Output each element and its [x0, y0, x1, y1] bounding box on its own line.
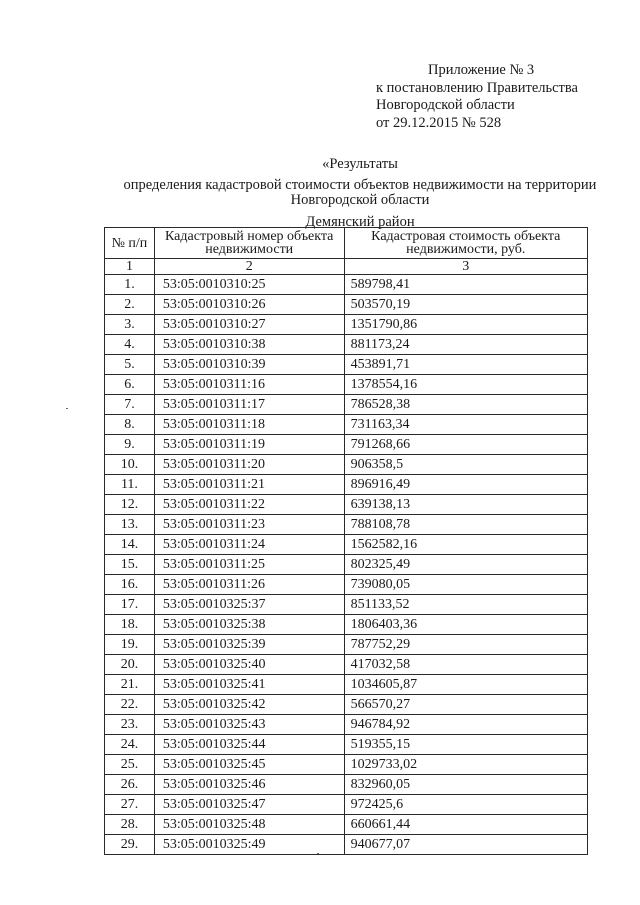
cadastral-number: 53:05:0010325:41	[154, 675, 344, 695]
cadastral-value: 1351790,86	[344, 315, 587, 335]
cadastral-value: 832960,05	[344, 775, 587, 795]
column-index: 3	[344, 259, 587, 275]
table-row	[105, 335, 588, 355]
document-title-block	[100, 157, 620, 230]
cadastral-value: 940677,07	[344, 835, 587, 855]
row-number: 16.	[105, 575, 155, 595]
table-row	[105, 835, 588, 855]
table-row	[105, 535, 588, 555]
cadastral-number: 53:05:0010325:44	[154, 735, 344, 755]
appendix-title: Приложение № 3	[428, 62, 535, 78]
table-row	[105, 435, 588, 455]
row-number: 25.	[105, 755, 155, 775]
table-row	[105, 455, 588, 475]
cadastral-number: 53:05:0010325:45	[154, 755, 344, 775]
row-number: 15.	[105, 555, 155, 575]
row-number: 17.	[105, 595, 155, 615]
row-number: 6.	[105, 375, 155, 395]
row-number: 9.	[105, 435, 155, 455]
cadastral-value: 1378554,16	[344, 375, 587, 395]
cadastral-number: 53:05:0010325:39	[154, 635, 344, 655]
cadastral-value: 788108,78	[344, 515, 587, 535]
table-row	[105, 795, 588, 815]
cadastral-value: 896916,49	[344, 475, 587, 495]
cadastral-number: 53:05:0010325:38	[154, 615, 344, 635]
row-number: 23.	[105, 715, 155, 735]
cadastral-number: 53:05:0010311:19	[154, 435, 344, 455]
cadastral-number: 53:05:0010325:48	[154, 815, 344, 835]
table-row	[105, 355, 588, 375]
cadastral-number: 53:05:0010310:25	[154, 275, 344, 295]
row-number: 21.	[105, 675, 155, 695]
cadastral-number: 53:05:0010311:18	[154, 415, 344, 435]
cadastral-value: 786528,38	[344, 395, 587, 415]
table-row	[105, 375, 588, 395]
cadastral-value: 589798,41	[344, 275, 587, 295]
cadastral-value: 972425,6	[344, 795, 587, 815]
cadastral-value: 639138,13	[344, 495, 587, 515]
row-number: 7.	[105, 395, 155, 415]
cadastral-number: 53:05:0010311:26	[154, 575, 344, 595]
cadastral-number: 53:05:0010310:39	[154, 355, 344, 375]
row-number: 22.	[105, 695, 155, 715]
row-number: 28.	[105, 815, 155, 835]
document-title: «Результаты	[322, 156, 398, 172]
column-index: 2	[154, 259, 344, 275]
row-number: 5.	[105, 355, 155, 375]
cadastral-value: 787752,29	[344, 635, 587, 655]
table-row	[105, 275, 588, 295]
row-number: 2.	[105, 295, 155, 315]
table-row	[105, 635, 588, 655]
cadastral-value: 1806403,36	[344, 615, 587, 635]
cadastral-number: 53:05:0010325:37	[154, 595, 344, 615]
table-row	[105, 415, 588, 435]
cadastral-number: 53:05:0010325:43	[154, 715, 344, 735]
table-row	[105, 495, 588, 515]
row-number: 20.	[105, 655, 155, 675]
cadastral-number: 53:05:0010311:21	[154, 475, 344, 495]
cadastral-value: 453891,71	[344, 355, 587, 375]
cadastral-number: 53:05:0010325:47	[154, 795, 344, 815]
column-index-row	[105, 259, 588, 275]
table-row	[105, 695, 588, 715]
appendix-line: Новгородской области	[376, 97, 515, 113]
table-row	[105, 735, 588, 755]
table-row	[105, 295, 588, 315]
cadastral-number: 53:05:0010311:22	[154, 495, 344, 515]
row-number: 27.	[105, 795, 155, 815]
row-number: 12.	[105, 495, 155, 515]
cadastral-value: 791268,66	[344, 435, 587, 455]
cadastral-number: 53:05:0010311:17	[154, 395, 344, 415]
appendix-block	[376, 62, 626, 132]
table-row	[105, 575, 588, 595]
cadastral-number: 53:05:0010311:16	[154, 375, 344, 395]
row-number: 18.	[105, 615, 155, 635]
cadastral-value: 1034605,87	[344, 675, 587, 695]
header-number: № п/п	[105, 228, 155, 259]
header-cadastral-number: Кадастровый номер объекта недвижимости	[154, 228, 344, 259]
cadastral-number: 53:05:0010325:46	[154, 775, 344, 795]
row-number: 26.	[105, 775, 155, 795]
table-row	[105, 515, 588, 535]
document-subtitle: определения кадастровой стоимости объектов недвижимости на территории Новгородской области	[123, 177, 597, 208]
row-number: 13.	[105, 515, 155, 535]
table-row	[105, 815, 588, 835]
appendix-date-line: от 29.12.2015 № 528	[376, 114, 502, 131]
cadastral-value: 566570,27	[344, 695, 587, 715]
column-index: 1	[105, 259, 155, 275]
table-row	[105, 315, 588, 335]
cadastral-value: 802325,49	[344, 555, 587, 575]
cadastral-number: 53:05:0010325:40	[154, 655, 344, 675]
cadastral-value: 946784,92	[344, 715, 587, 735]
row-number: 10.	[105, 455, 155, 475]
cadastral-value: 906358,5	[344, 455, 587, 475]
row-number: 3.	[105, 315, 155, 335]
row-number: 19.	[105, 635, 155, 655]
cadastral-value: 739080,05	[344, 575, 587, 595]
cadastral-value: 1562582,16	[344, 535, 587, 555]
cadastral-number: 53:05:0010311:25	[154, 555, 344, 575]
cadastral-number: 53:05:0010311:20	[154, 455, 344, 475]
scan-speck	[317, 853, 319, 854]
row-number: 11.	[105, 475, 155, 495]
cadastral-value: 881173,24	[344, 335, 587, 355]
table-row	[105, 655, 588, 675]
header-cadastral-value: Кадастровая стоимость объекта недвижимости, руб.	[344, 228, 587, 259]
scan-speck	[66, 408, 68, 409]
cadastral-value-table	[104, 227, 588, 855]
table-row	[105, 595, 588, 615]
cadastral-number: 53:05:0010310:27	[154, 315, 344, 335]
table-row	[105, 475, 588, 495]
table-row	[105, 715, 588, 735]
table-header-row	[105, 228, 588, 259]
row-number: 29.	[105, 835, 155, 855]
appendix-line: к постановлению Правительства	[376, 79, 578, 96]
row-number: 14.	[105, 535, 155, 555]
cadastral-number: 53:05:0010311:24	[154, 535, 344, 555]
table-row	[105, 775, 588, 795]
row-number: 24.	[105, 735, 155, 755]
table-row	[105, 615, 588, 635]
table-row	[105, 555, 588, 575]
row-number: 1.	[105, 275, 155, 295]
cadastral-value: 731163,34	[344, 415, 587, 435]
cadastral-value: 660661,44	[344, 815, 587, 835]
cadastral-value: 1029733,02	[344, 755, 587, 775]
row-number: 4.	[105, 335, 155, 355]
cadastral-number: 53:05:0010310:26	[154, 295, 344, 315]
cadastral-number: 53:05:0010325:42	[154, 695, 344, 715]
cadastral-number: 53:05:0010325:49	[154, 835, 344, 855]
table-row	[105, 675, 588, 695]
cadastral-value: 519355,15	[344, 735, 587, 755]
cadastral-value: 417032,58	[344, 655, 587, 675]
cadastral-number: 53:05:0010310:38	[154, 335, 344, 355]
cadastral-number: 53:05:0010311:23	[154, 515, 344, 535]
district-name: Демянский район	[305, 214, 415, 230]
row-number: 8.	[105, 415, 155, 435]
cadastral-value: 503570,19	[344, 295, 587, 315]
cadastral-value: 851133,52	[344, 595, 587, 615]
table-row	[105, 395, 588, 415]
table-row	[105, 755, 588, 775]
